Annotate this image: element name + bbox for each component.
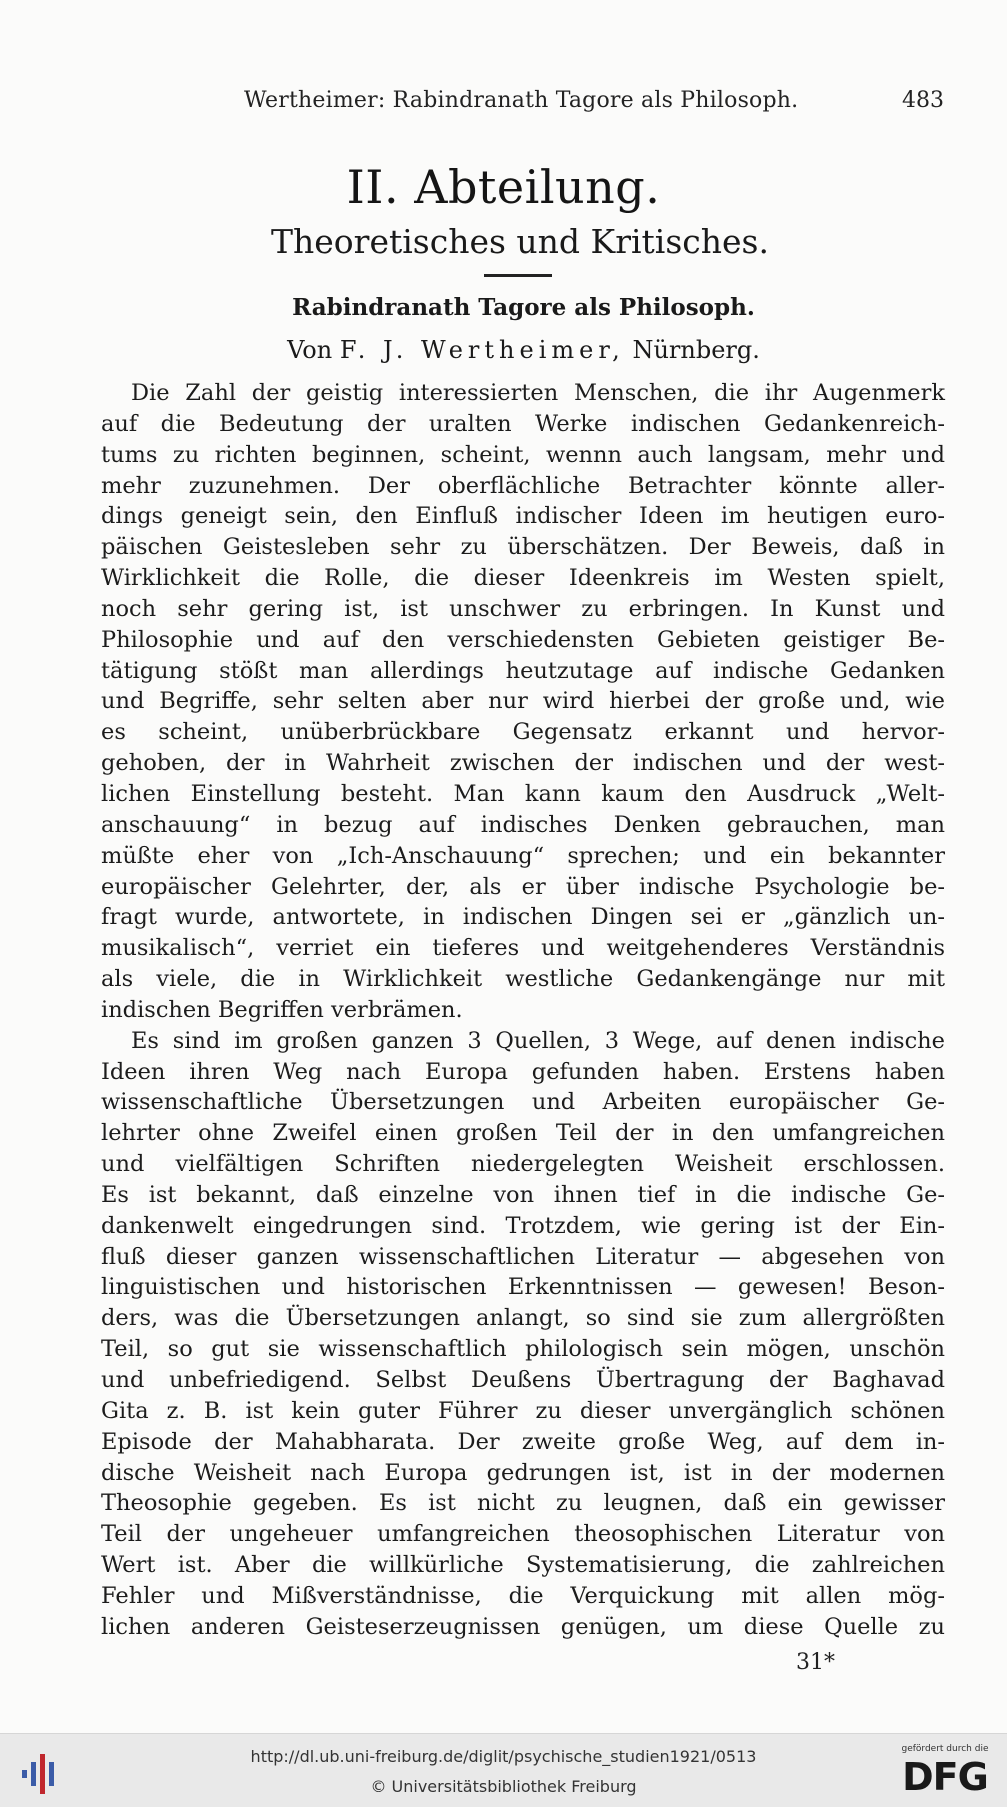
text-line: tums zu richten beginnen, scheint, wennn auch langsam, mehr und xyxy=(101,441,945,468)
text-line: und unbefriedigend. Selbst Deußens Übertragung der Baghavad xyxy=(101,1367,945,1393)
text-line: als viele, die in Wirklichkeit westliche Gedankengänge nur mit xyxy=(101,966,945,993)
text-line: und Begriffe, sehr selten aber nur wird hierbei der große und, wie xyxy=(101,688,945,715)
text-line: wissenschaftliche Übersetzungen und Arbeiten europäischer Ge- xyxy=(101,1089,945,1116)
text-line: Die Zahl der geistig interessierten Menschen, die ihr Augenmerk xyxy=(131,380,945,406)
text-line: päischen Geistesleben sehr zu überschätzen. Der Beweis, daß in xyxy=(101,534,945,561)
byline-prefix: Von xyxy=(287,336,333,364)
text-line: gehoben, der in Wahrheit zwischen der indischen und der west- xyxy=(101,750,945,777)
text-line: lichen anderen Geisteserzeugnissen genügen, um diese Quelle zu xyxy=(101,1613,945,1640)
text-line: fluß dieser ganzen wissenschaftlichen Literatur — abgesehen von xyxy=(101,1243,945,1270)
text-line: tätigung stößt man allerdings heutzutage auf indische Gedanken xyxy=(101,657,945,684)
text-line: Es ist bekannt, daß einzelne von ihnen tief in die indische Ge- xyxy=(101,1181,945,1208)
source-url-link[interactable]: http://dl.ub.uni-freiburg.de/diglit/psychische_studien1921/0513 xyxy=(250,1747,757,1766)
text-line: Wert ist. Aber die willkürliche Systematisierung, die zahlreichen xyxy=(101,1552,945,1579)
text-line: lichen Einstellung besteht. Man kann kaum den Ausdruck „Welt- xyxy=(101,780,945,807)
dfg-logo xyxy=(895,1744,995,1802)
signature-mark: 31* xyxy=(796,1650,835,1675)
section-title: II. Abteilung. xyxy=(346,160,661,214)
dfg-funding-text: gefördert durch die xyxy=(901,1744,989,1754)
article-body xyxy=(101,378,945,1643)
text-line: Es sind im großen ganzen 3 Quellen, 3 Wege, auf denen indische xyxy=(131,1027,945,1054)
text-line: Philosophie und auf den verschiedensten Gebieten geistiger Be- xyxy=(101,626,945,653)
article-title: Rabindranath Tagore als Philosoph. xyxy=(292,294,755,321)
byline-place: Nürnberg. xyxy=(632,336,760,364)
text-line: linguistischen und historischen Erkenntnissen — gewesen! Beson- xyxy=(101,1274,945,1301)
text-line: es scheint, unüberbrückbare Gegensatz erkannt und hervor- xyxy=(101,719,945,746)
text-line: dings geneigt sein, den Einfluß indischer Ideen im heutigen euro- xyxy=(101,503,945,530)
text-line: indischen Begriffen verbrämen. xyxy=(101,996,463,1023)
running-title: Wertheimer: Rabindranath Tagore als Philosoph. xyxy=(244,88,799,113)
text-line: ders, was die Übersetzungen anlangt, so sind sie zum allergrößten xyxy=(101,1305,945,1332)
text-line: Episode der Mahabharata. Der zweite große Weg, auf dem in- xyxy=(101,1428,945,1455)
text-line: Fehler und Mißverständnisse, die Verquickung mit allen mög- xyxy=(101,1582,945,1609)
dfg-logo-text: DFG xyxy=(902,1755,988,1799)
text-line: dankenwelt eingedrungen sind. Trotzdem, wie gering ist der Ein- xyxy=(101,1212,945,1239)
text-line: Gita z. B. ist kein guter Führer zu dieser unvergänglich schönen xyxy=(101,1397,945,1424)
text-line: noch sehr gering ist, ist unschwer zu erbringen. In Kunst und xyxy=(101,595,945,622)
text-line: dische Weisheit nach Europa gedrungen ist, ist in der modernen xyxy=(101,1459,945,1486)
text-line: Ideen ihren Weg nach Europa gefunden haben. Erstens haben xyxy=(101,1058,945,1085)
text-line: Wirklichkeit die Rolle, die dieser Ideenkreis im Westen spielt, xyxy=(101,565,945,592)
text-line: Teil der ungeheuer umfangreichen theosophischen Literatur von xyxy=(101,1521,945,1548)
text-line: und vielfältigen Schriften niedergelegten Weisheit erschlossen. xyxy=(101,1151,945,1178)
text-line: Theosophie gegeben. Es ist nicht zu leugnen, daß ein gewisser xyxy=(101,1490,945,1517)
byline-author: F. J. Wertheimer, xyxy=(339,336,625,364)
text-line: europäischer Gelehrter, der, als er über indische Psychologie be- xyxy=(101,873,945,900)
section-subtitle: Theoretisches und Kritisches. xyxy=(271,222,769,261)
text-line: fragt wurde, antwortete, in indischen Dingen sei er „gänzlich un- xyxy=(101,904,945,931)
byline xyxy=(0,336,1007,364)
text-line: lehrter ohne Zweifel einen großen Teil der in den umfangreichen xyxy=(101,1120,945,1147)
text-line: Teil, so gut sie wissenschaftlich philologisch sein mögen, unschön xyxy=(101,1336,945,1363)
divider-rule xyxy=(484,274,552,277)
page-number: 483 xyxy=(902,88,944,113)
text-line: auf die Bedeutung der uralten Werke indischen Gedankenreich- xyxy=(101,410,945,437)
copyright-text: © Universitätsbibliothek Freiburg xyxy=(370,1777,637,1796)
footer-bar xyxy=(0,1733,1007,1807)
text-line: müßte eher von „Ich-Anschauung“ sprechen; und ein bekannter xyxy=(101,842,945,869)
text-line: anschauung“ in bezug auf indisches Denken gebrauchen, man xyxy=(101,811,945,838)
text-line: musikalisch“, verriet ein tieferes und weitgehenderes Verständnis xyxy=(101,935,945,962)
text-line: mehr zuzunehmen. Der oberflächliche Betrachter könnte aller- xyxy=(101,472,945,499)
